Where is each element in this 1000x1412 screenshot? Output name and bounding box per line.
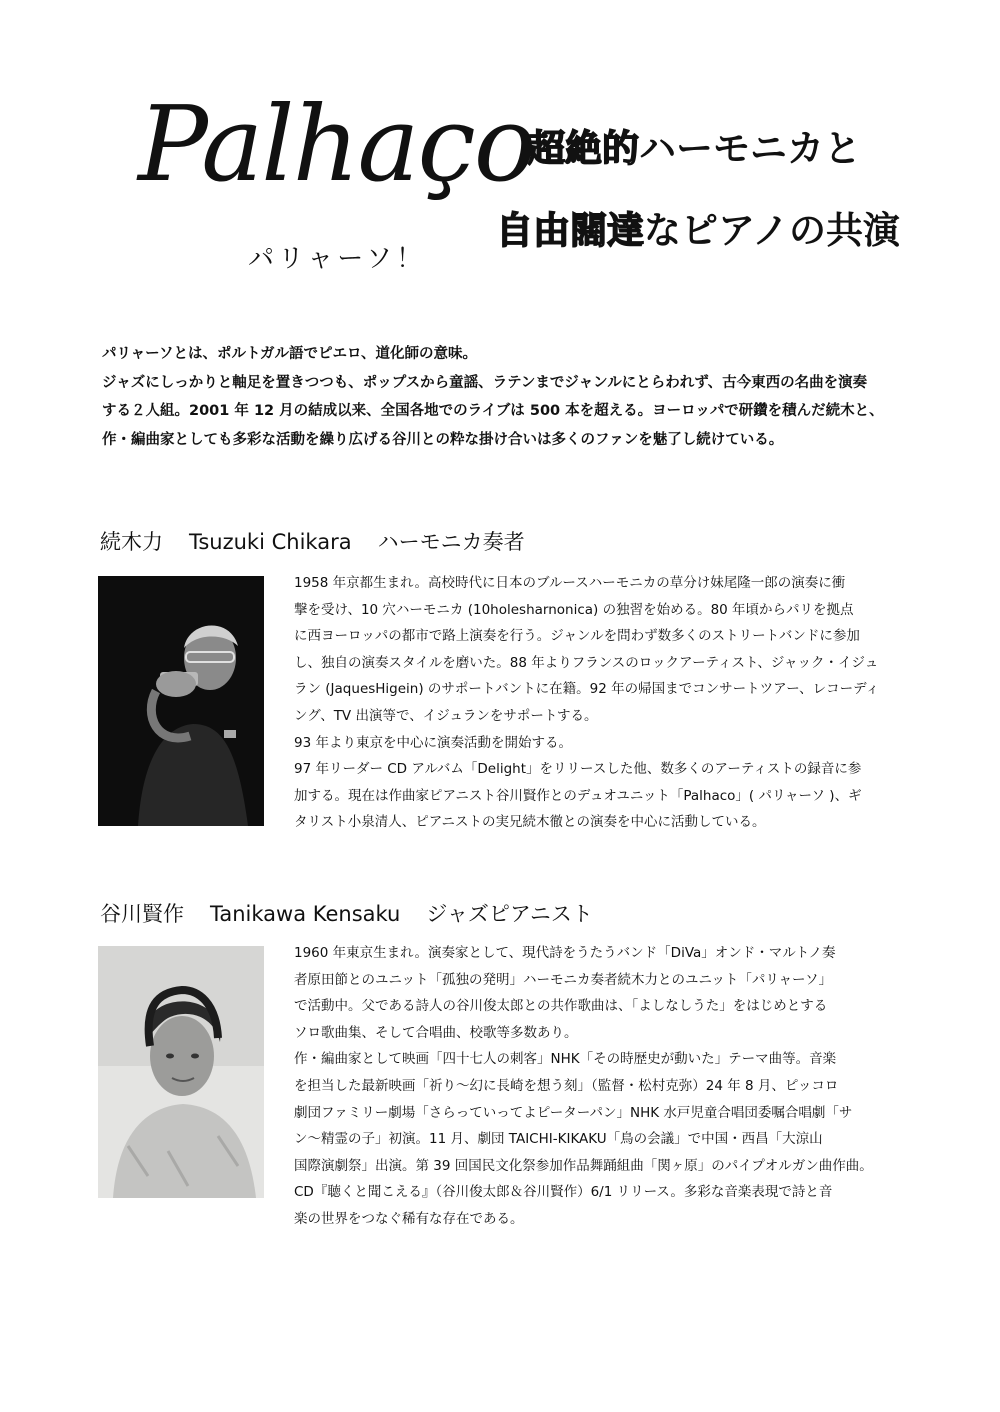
performer-role: ジャズピアニスト [426, 902, 593, 926]
performer-name-en: Tanikawa Kensaku [210, 902, 401, 926]
intro-paragraph [102, 340, 922, 454]
headline-outline-text: 自由闊達 [496, 209, 644, 252]
bio-line: ソロ歌曲集、そして合唱曲、校歌等多数あり。 [294, 1024, 578, 1041]
bio-line: を担当した最新映画「祈り～幻に長崎を想う刻」（監督・松村克弥）24 年 8 月、ピッコロ [294, 1077, 839, 1094]
intro-line: する２人組。2001 年 12 月の結成以来、全国各地でのライブは 500 本を超える。ヨーロッパで研鑽を積んだ続木と、 [102, 403, 884, 419]
performer-name-jp: 続木力 [100, 530, 163, 554]
logo-kana: パリャーソ！ [248, 244, 427, 274]
bio-line: し、独自の演奏スタイルを磨いた。88 年よりフランスのロックアーティスト、ジャック・イジュ [294, 654, 879, 671]
tanikawa-photo [98, 946, 264, 1198]
bio-line: 1960 年東京生まれ。演奏家として、現代詩をうたうバンド「DiVa」オンド・マルトノ奏 [294, 945, 836, 961]
headline-line-1 [528, 118, 861, 172]
headline-solid-text: ハーモニカと [639, 127, 861, 170]
bio-line: 劇団ファミリー劇場「さらっていってよピーターパン」NHK 水戸児童合唱団委嘱合唱劇「サ [294, 1104, 853, 1121]
bio-line: CD『聴くと聞こえる』（谷川俊太郎＆谷川賢作）6/1 リリース。多彩な音楽表現で詩と音 [294, 1184, 833, 1201]
bio-line: 国際演劇祭」出演。第 39 回国民文化祭参加作品舞踊組曲「関ヶ原」のパイプオルガン曲作曲。 [294, 1157, 873, 1174]
bio-line: タリスト小泉清人、ピアニストの実兄続木徹との演奏を中心に活動している。 [294, 814, 766, 831]
bio-line: 楽の世界をつなぐ稀有な存在である。 [294, 1210, 524, 1227]
bio-line: 撃を受け、10 穴ハーモニカ (10holesharnonica) の独習を始める。80 年頃からパリを拠点 [294, 601, 854, 618]
performer-heading-tsuzuki [100, 526, 551, 556]
headline-line-2 [496, 200, 900, 254]
intro-line: パリャーソとは、ポルトガル語でピエロ、道化師の意味。 [102, 346, 477, 362]
bio-line: に西ヨーロッパの都市で路上演奏を行う。ジャンルを問わず数多くのストリートバンドに参加 [294, 628, 860, 645]
tsuzuki-bio [294, 570, 934, 836]
performer-heading-tanikawa [100, 898, 619, 928]
bio-line: 1958 年京都生まれ。高校時代に日本のブルースハーモニカの草分け妹尾隆一郎の演奏に衝 [294, 575, 846, 591]
tanikawa-bio [294, 940, 934, 1233]
headline-outline-text: 超絶的 [528, 127, 639, 170]
performer-name-en: Tsuzuki Chikara [189, 530, 352, 554]
bio-line: 作・編曲家として映画「四十七人の刺客」NHK「その時歴史が動いた」テーマ曲等。音楽 [294, 1051, 837, 1068]
performer-name-jp: 谷川賢作 [100, 902, 184, 926]
bio-line: 97 年リーダー CD アルバム「Delight」をリリースした他、数多くのアーティストの録音に参 [294, 761, 862, 778]
bio-line: 加する。現在は作曲家ピアニスト谷川賢作とのデュオユニット「Palhaco」( パリャーソ )、ギ [294, 787, 862, 804]
intro-line: 作・編曲家としても多彩な活動を繰り広げる谷川との粋な掛け合いは多くのファンを魅了し続けている。 [102, 431, 784, 448]
bio-line: ン～精霊の子」初演。11 月、劇団 TAICHI-KIKAKU「鳥の会議」で中国・西昌「大涼山 [294, 1131, 823, 1148]
tsuzuki-photo [98, 576, 264, 826]
performer-role: ハーモニカ奏者 [377, 530, 525, 554]
bio-line: で活動中。父である詩人の谷川俊太郎との共作歌曲は、「よしなしうた」をはじめとする [294, 998, 828, 1015]
headline-solid-text: なピアノの共演 [644, 209, 901, 252]
bio-line: ング、TV 出演等で、イジュランをサポートする。 [294, 707, 598, 724]
palhaco-logo: Palhaço [138, 83, 535, 205]
intro-line: ジャズにしっかりと軸足を置きつつも、ポップスから童謡、ラテンまでジャンルにとらわれず、古今東西の名曲を演奏 [102, 374, 868, 391]
bio-line: 者原田節とのユニット「孤独の発明」ハーモニカ奏者続木力とのユニット「パリャーソ」 [294, 971, 832, 988]
bio-line: ラン (JaquesHigein) のサポートバントに在籍。92 年の帰国までコンサートツアー、レコーディ [294, 681, 880, 698]
bio-line: 93 年より東京を中心に演奏活動を開始する。 [294, 734, 572, 751]
